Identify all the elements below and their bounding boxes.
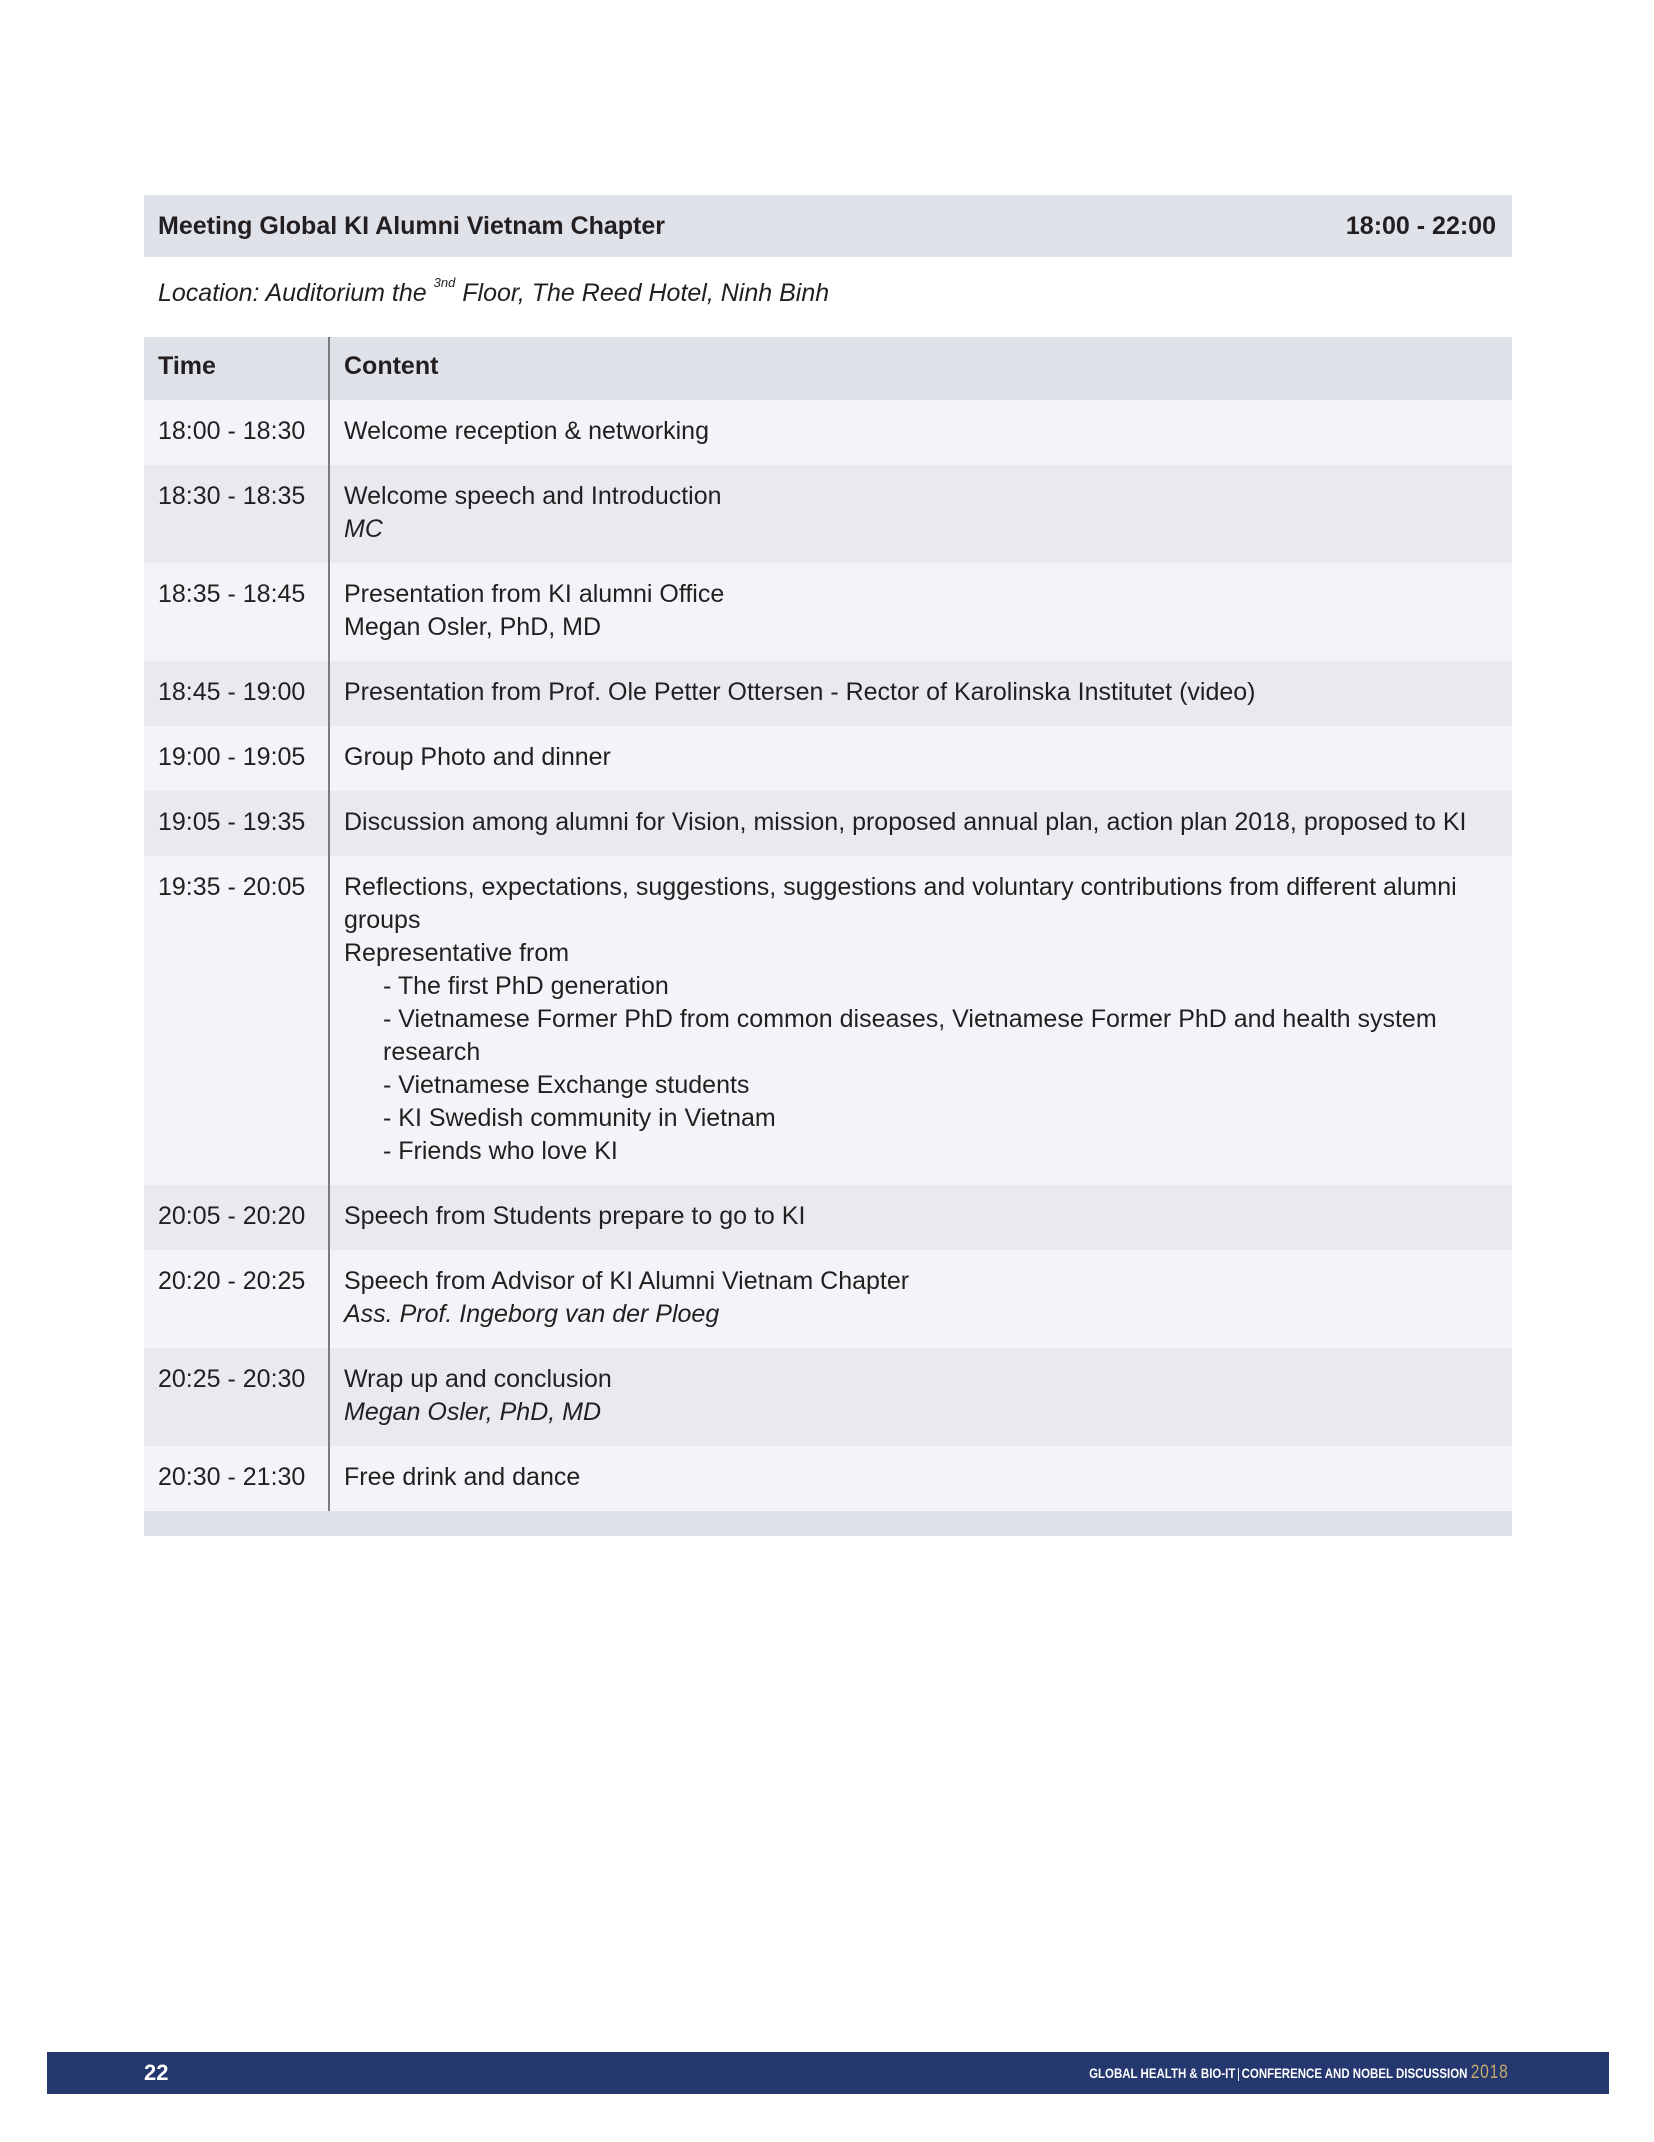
row-time: 18:30 - 18:35 — [144, 465, 330, 563]
table-row — [144, 661, 1512, 726]
row-content — [330, 1446, 1512, 1511]
row-content-line: Presentation from Prof. Ole Petter Ottersen - Rector of Karolinska Institutet (video) — [344, 678, 1256, 706]
row-content-line: Free drink and dance — [344, 1463, 581, 1491]
meeting-title: Meeting Global KI Alumni Vietnam Chapter — [158, 211, 666, 240]
row-time: 20:25 - 20:30 — [144, 1348, 330, 1446]
page-number: 22 — [144, 2060, 169, 2085]
row-content — [330, 661, 1512, 726]
row-time: 18:45 - 19:00 — [144, 661, 330, 726]
row-content — [330, 400, 1512, 465]
row-content — [330, 1348, 1512, 1446]
row-content-line: Welcome speech and Introduction — [344, 482, 722, 510]
footer-conference-label — [1089, 2062, 1509, 2084]
row-content-line: Speech from Students prepare to go to KI — [344, 1202, 806, 1230]
row-content-line: Representative from — [344, 939, 570, 967]
column-header-time: Time — [144, 337, 330, 400]
row-time: 20:30 - 21:30 — [144, 1446, 330, 1511]
table-row — [144, 1185, 1512, 1250]
row-time: 18:00 - 18:30 — [144, 400, 330, 465]
row-time: 20:20 - 20:25 — [144, 1250, 330, 1348]
table-row — [144, 1250, 1512, 1348]
footer-right-text: CONFERENCE AND NOBEL DISCUSSION — [1241, 2065, 1468, 2081]
row-content — [330, 465, 1512, 563]
table-row — [144, 791, 1512, 856]
row-content — [330, 1185, 1512, 1250]
page-content — [144, 195, 1512, 1536]
row-content-line: Discussion among alumni for Vision, mission, proposed annual plan, action plan 2018, proposed to KI — [344, 808, 1467, 836]
location-prefix: Location: Auditorium the — [158, 279, 434, 307]
row-content-line: Megan Osler, PhD, MD — [344, 613, 602, 641]
schedule-table — [144, 337, 1512, 1536]
list-item: - Friends who love KI — [383, 1137, 618, 1165]
row-presenter: MC — [344, 515, 383, 543]
location-line — [144, 257, 1512, 315]
row-time: 19:05 - 19:35 — [144, 791, 330, 856]
row-presenter: Ass. Prof. Ingeborg van der Ploeg — [344, 1300, 720, 1328]
list-item: - The first PhD generation — [383, 972, 669, 1000]
column-header-content: Content — [344, 352, 439, 380]
row-content-line: Group Photo and dinner — [344, 743, 611, 771]
footer-left-text: GLOBAL HEALTH & BIO-IT — [1089, 2065, 1236, 2081]
list-item: - Vietnamese Former PhD from common diseases, Vietnamese Former PhD and health system research — [383, 1005, 1437, 1066]
row-time: 19:35 - 20:05 — [144, 856, 330, 1185]
page-footer — [47, 2052, 1609, 2094]
row-presenter: Megan Osler, PhD, MD — [344, 1398, 602, 1426]
row-content-line: Wrap up and conclusion — [344, 1365, 612, 1393]
table-row — [144, 856, 1512, 1185]
location-suffix: Floor, The Reed Hotel, Ninh Binh — [455, 279, 830, 307]
row-content-line: Presentation from KI alumni Office — [344, 580, 725, 608]
list-item: - KI Swedish community in Vietnam — [383, 1104, 776, 1132]
footer-year: 2018 — [1471, 2062, 1509, 2083]
table-row — [144, 1446, 1512, 1511]
row-time: 19:00 - 19:05 — [144, 726, 330, 791]
table-row — [144, 1348, 1512, 1446]
table-row — [144, 465, 1512, 563]
row-content — [330, 726, 1512, 791]
location-superscript: 3nd — [433, 275, 456, 290]
table-row — [144, 400, 1512, 465]
row-content — [330, 791, 1512, 856]
row-time: 20:05 - 20:20 — [144, 1185, 330, 1250]
table-footer-band — [144, 1511, 1512, 1536]
row-content-line: Speech from Advisor of KI Alumni Vietnam Chapter — [344, 1267, 910, 1295]
row-content-line: Reflections, expectations, suggestions, suggestions and voluntary contributions from different alumni groups — [344, 873, 1457, 934]
table-header-row — [144, 337, 1512, 400]
row-content-line: Welcome reception & networking — [344, 417, 709, 445]
meeting-time-range: 18:00 - 22:00 — [1345, 211, 1496, 240]
row-content — [330, 1250, 1512, 1348]
list-item: - Vietnamese Exchange students — [383, 1071, 750, 1099]
meeting-header — [144, 195, 1512, 257]
footer-separator: | — [1237, 2065, 1241, 2081]
row-content — [330, 856, 1512, 1185]
row-time: 18:35 - 18:45 — [144, 563, 330, 661]
table-row — [144, 563, 1512, 661]
table-row — [144, 726, 1512, 791]
row-content — [330, 563, 1512, 661]
